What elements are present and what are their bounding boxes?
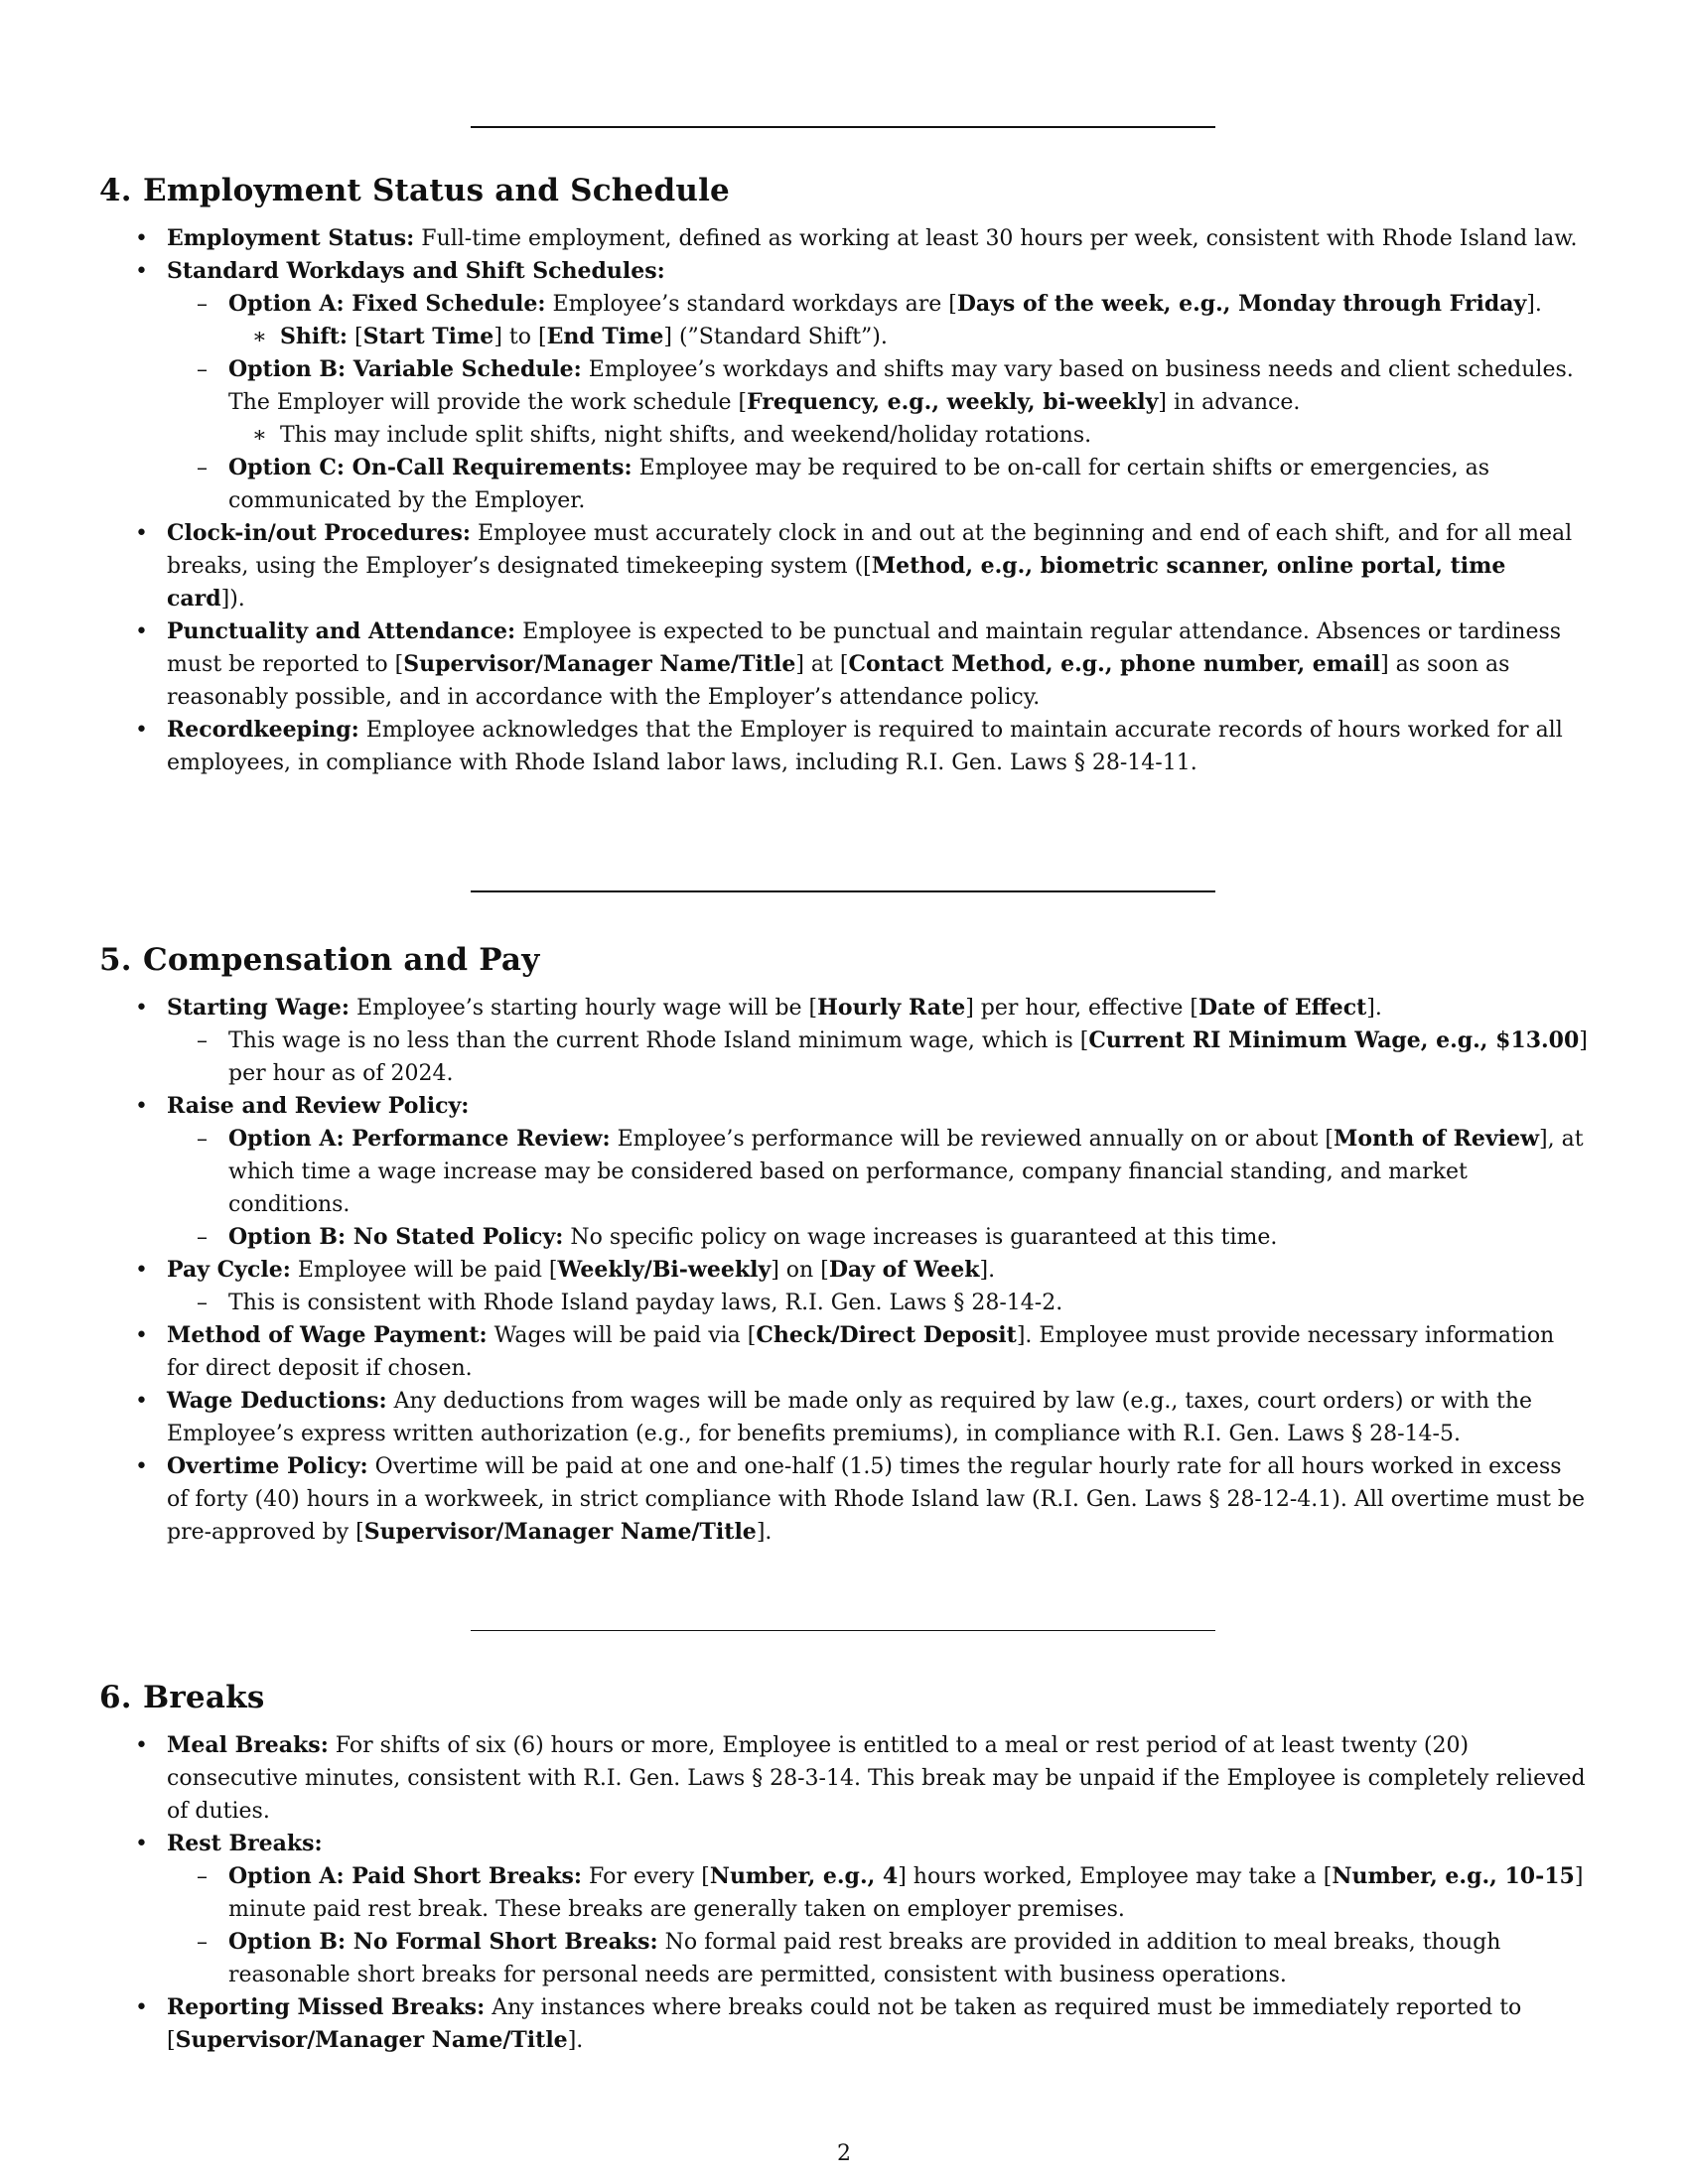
list-item-workdays: • Standard Workdays and Shift Schedules: – Option A: Fixed Schedule: Employee’s standard workdays are [Days of the week, e.g., Monday through Friday]. ∗ Shift: [Start Time] to [End Time] (”Standard Shift”). – Option B: Variable Schedule: Employee’s workdays and shifts may vary based on business needs and client schedules. The Employer will provide the work schedule [Frequency, e.g., weekly, bi-weekly] in advance. ∗ This may include split shifts, night shifts, and weekend/holiday rotations. – Option C: On-Call Requirements: Employee may be required to be on-call for certain shifts or emergencies, as communicated by the Employer. (99, 255, 1589, 517)
list-item-pay-cycle: • Pay Cycle: Employee will be paid [Weekly/Bi-weekly] on [Day of Week]. – This is consistent with Rhode Island payday laws, R.I. Gen. Laws § 28-14-2. (99, 1254, 1589, 1319)
list-item-clock-in-out: • Clock-in/out Procedures: Employee must accurately clock in and out at the beginning and end of each shift, and for all meal breaks, using the Employer’s designated timekeeping system ([Method, e.g., biometric scanner, online portal, time card]). (99, 517, 1589, 615)
list-item-overtime-policy: • Overtime Policy: Overtime will be paid at one and one-half (1.5) times the regular hourly rate for all hours worked in excess of forty (40) hours in a workweek, in strict compliance with Rhode Island law (R.I. Gen. Laws § 28-12-4.1). All overtime must be pre-approved by [Supervisor/Manager Name/Title]. (99, 1450, 1589, 1549)
section-divider-4-5 (471, 890, 1215, 892)
minimum-wage-note: – This wage is no less than the current Rhode Island minimum wage, which is [Current RI Minimum Wage, e.g., $13.00] per hour as of 2024. (167, 1024, 1589, 1090)
list-item-recordkeeping: • Recordkeeping: Employee acknowledges that the Employer is required to maintain accurate records of hours worked for all employees, in compliance with Rhode Island labor laws, including R.I. Gen. Laws § 28-14-11. (99, 714, 1589, 779)
page-number: 2 (837, 2141, 851, 2166)
section-4-heading: 4. Employment Status and Schedule (99, 173, 730, 208)
list-item-wage-deductions: • Wage Deductions: Any deductions from wages will be made only as required by law (e.g., taxes, court orders) or with the Employee’s express written authorization (e.g., for benefits premiums), in compliance with R.I. Gen. Laws § 28-14-5. (99, 1385, 1589, 1450)
option-b-no-formal-breaks: – Option B: No Formal Short Breaks: No formal paid rest breaks are provided in addition to meal breaks, though reasonable short breaks for personal needs are permitted, consistent with business operations. (167, 1926, 1589, 1991)
list-item-starting-wage: • Starting Wage: Employee’s starting hourly wage will be [Hourly Rate] per hour, effective [Date of Effect]. – This wage is no less than the current Rhode Island minimum wage, which is [Current RI Minimum Wage, e.g., $13.00] per hour as of 2024. (99, 992, 1589, 1090)
section-6-heading: 6. Breaks (99, 1680, 265, 1715)
payday-law-note: – This is consistent with Rhode Island payday laws, R.I. Gen. Laws § 28-14-2. (167, 1287, 1589, 1319)
list-item-rest-breaks: • Rest Breaks: – Option A: Paid Short Breaks: For every [Number, e.g., 4] hours worked, Employee may take a [Number, e.g., 10-15] minute paid rest break. These breaks are generally taken on employer premises. – Option B: No Formal Short Breaks: No formal paid rest breaks are provided in addition to meal breaks, though reasonable short breaks for personal needs are permitted, consistent with business operations. (99, 1828, 1589, 1991)
variable-schedule-note: ∗ This may include split shifts, night shifts, and weekend/holiday rotations. (228, 419, 1589, 452)
section-5 (99, 940, 1589, 1549)
section-divider-top (471, 126, 1215, 128)
list-item-employment-status: • Employment Status: Full-time employment, defined as working at least 30 hours per week, consistent with Rhode Island law. (99, 222, 1589, 255)
option-c-on-call: – Option C: On-Call Requirements: Employee may be required to be on-call for certain shifts or emergencies, as communicated by the Employer. (167, 452, 1589, 517)
section-divider-5-6 (471, 1630, 1215, 1631)
shift-item: ∗ Shift: [Start Time] to [End Time] (”Standard Shift”). (228, 321, 1589, 353)
option-a-performance-review: – Option A: Performance Review: Employee’s performance will be reviewed annually on or about [Month of Review], at which time a wage increase may be considered based on performance, company financial standing, and market conditions. (167, 1123, 1589, 1221)
list-item-meal-breaks: • Meal Breaks: For shifts of six (6) hours or more, Employee is entitled to a meal or rest period of at least twenty (20) consecutive minutes, consistent with R.I. Gen. Laws § 28-3-14. This break may be unpaid if the Employee is completely relieved of duties. (99, 1729, 1589, 1828)
list-item-wage-payment-method: • Method of Wage Payment: Wages will be paid via [Check/Direct Deposit]. Employee must provide necessary information for direct deposit if chosen. (99, 1319, 1589, 1385)
option-a-paid-short-breaks: – Option A: Paid Short Breaks: For every [Number, e.g., 4] hours worked, Employee may take a [Number, e.g., 10-15] minute paid rest break. These breaks are generally taken on employer premises. (167, 1860, 1589, 1926)
list-item-missed-breaks: • Reporting Missed Breaks: Any instances where breaks could not be taken as required must be immediately reported to [Supervisor/Manager Name/Title]. (99, 1991, 1589, 2057)
list-item-punctuality: • Punctuality and Attendance: Employee is expected to be punctual and maintain regular attendance. Absences or tardiness must be reported to [Supervisor/Manager Name/Title] at [Contact Method, e.g., phone number, email] as soon as reasonably possible, and in accordance with the Employer’s attendance policy. (99, 615, 1589, 714)
section-6 (99, 1678, 1589, 2057)
section-4 (99, 171, 1589, 779)
option-a-fixed-schedule: – Option A: Fixed Schedule: Employee’s standard workdays are [Days of the week, e.g., Monday through Friday]. ∗ Shift: [Start Time] to [End Time] (”Standard Shift”). (167, 288, 1589, 353)
section-5-heading: 5. Compensation and Pay (99, 942, 540, 978)
option-b-no-stated-policy: – Option B: No Stated Policy: No specific policy on wage increases is guaranteed at this time. (167, 1221, 1589, 1254)
list-item-raise-review: • Raise and Review Policy: – Option A: Performance Review: Employee’s performance will be reviewed annually on or about [Month of Review], at which time a wage increase may be considered based on performance, company financial standing, and market conditions. – Option B: No Stated Policy: No specific policy on wage increases is guaranteed at this time. (99, 1090, 1589, 1254)
option-b-variable-schedule: – Option B: Variable Schedule: Employee’s workdays and shifts may vary based on business needs and client schedules. The Employer will provide the work schedule [Frequency, e.g., weekly, bi-weekly] in advance. ∗ This may include split shifts, night shifts, and weekend/holiday rotations. (167, 353, 1589, 452)
